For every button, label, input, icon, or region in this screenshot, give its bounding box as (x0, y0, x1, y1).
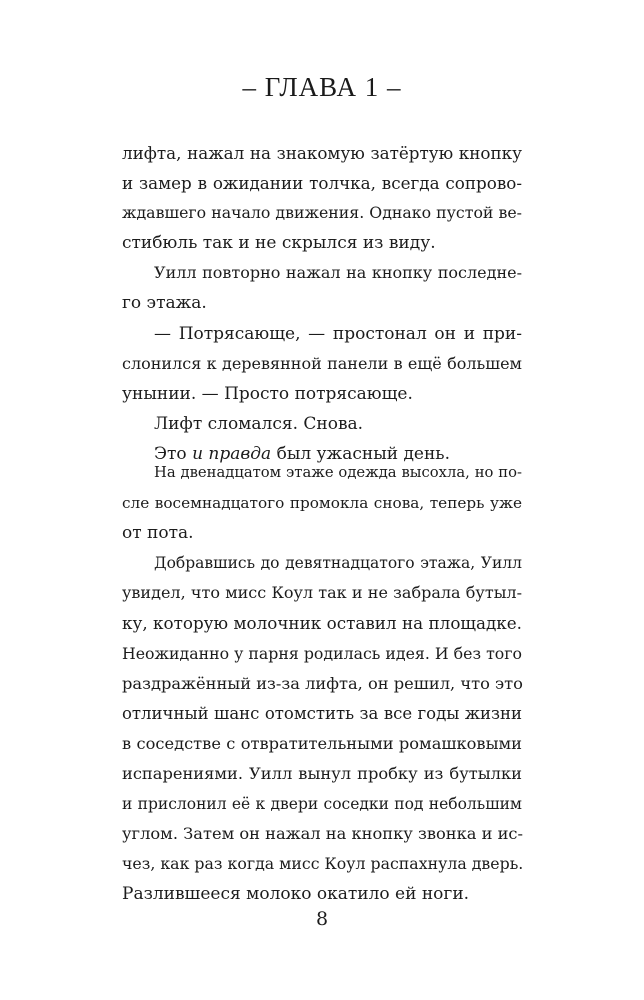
text-line: Разлившееся молоко окатило ей ноги. (122, 884, 470, 905)
text-line: и прислонил её к двери соседки под небольшим (122, 795, 522, 814)
text-line: увидел, что мисс Коул так и не забрала бутыл- (122, 583, 522, 603)
italic-emphasis: и правда (192, 443, 272, 464)
text-line: углом. Затем он нажал на кнопку звонка и ис- (122, 824, 524, 844)
text-line: раздражённый из-за лифта, он решил, что это (122, 673, 523, 693)
text-line: отличный шанс отомстить за все годы жизни (122, 703, 522, 723)
text-line: унынии. — Просто потрясающе. (122, 383, 413, 404)
text-line: стибюль так и не скрылся из виду. (122, 233, 436, 254)
text-line: го этажа. (122, 293, 207, 314)
text-line: чез, как раз когда мисс Коул распахнула дверь. (122, 854, 524, 874)
text-line: Неожиданно у парня родилась идея. И без того (122, 643, 522, 663)
text-line: в соседстве с отвратительными ромашковыми (122, 733, 522, 753)
text-line: Добравшись до девятнадцатого этажа, Уилл (154, 554, 522, 573)
text-section-2 (122, 458, 522, 909)
text-line: сле восемнадцатого промокла снова, теперь уже (122, 494, 522, 513)
text-line: ждавшего начало движения. Однако пустой ве- (122, 203, 522, 223)
chapter-title: – ГЛАВА 1 – (242, 72, 402, 102)
text-fragment: был ужасный день. (271, 443, 450, 464)
text-line: слонился к деревянной панели в ещё большем (122, 353, 522, 373)
text-line: Уилл повторно нажал на кнопку последне- (154, 263, 522, 283)
text-line: ку, которую молочник оставил на площадке. (122, 613, 522, 634)
text-line: Лифт сломался. Снова. (154, 413, 364, 434)
text-section-1 (122, 138, 522, 469)
text-line: — Потрясающе, — простонал он и при- (154, 323, 522, 344)
page-number: 8 (315, 908, 329, 930)
text-line: На двенадцатом этаже одежда высохла, но по- (154, 464, 522, 481)
text-line: и замер в ожидании толчка, всегда сопрово- (122, 173, 522, 194)
text-line: от пота. (122, 523, 194, 544)
text-line: лифта, нажал на знакомую затёртую кнопку (122, 143, 522, 163)
text-line: испарениями. Уилл вынул пробку из бутылки (122, 763, 522, 783)
text-fragment: Это (154, 443, 193, 464)
